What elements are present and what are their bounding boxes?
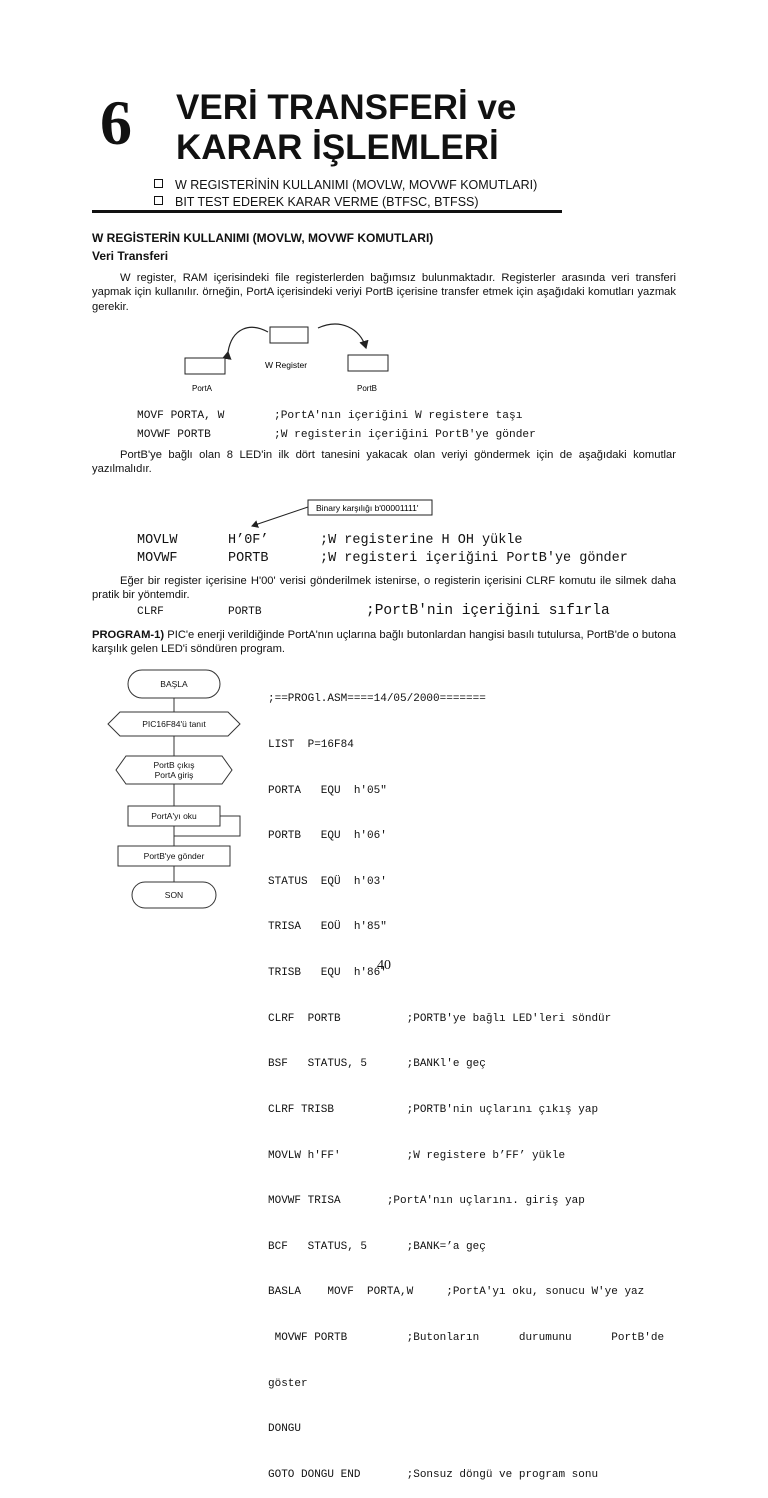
flow-portb-label: PortB çıkış	[153, 760, 195, 770]
section-heading: W REGİSTERİN KULLANIMI (MOVLW, MOVWF KOMUTLARI)	[92, 231, 434, 245]
chapter-title-line2: KARAR İŞLEMLERİ	[176, 128, 499, 167]
listing-line: MOVWF PORTB ;Butonların durumunu PortB'de	[268, 1331, 665, 1344]
chapter-title	[176, 88, 516, 168]
code-arg: PORTB	[228, 606, 262, 618]
porta-label: PortA	[192, 384, 213, 393]
listing-line: STATUS EQÜ h'03'	[268, 875, 387, 888]
listing-line: göster	[268, 1377, 308, 1390]
listing-line: PORTB EQU h'06'	[268, 830, 387, 843]
bullet-item: BIT TEST EDEREK KARAR VERME (BTFSC, BTFSS)	[154, 194, 479, 210]
flowchart	[100, 664, 250, 924]
listing-line: TRISA EOÜ h'85"	[268, 921, 387, 934]
flow-send-label: PortB'ye gönder	[143, 851, 205, 861]
listing-line: MOVLW h'FF' ;W registere b’FF’ yükle	[268, 1149, 566, 1162]
listing-line: BCF STATUS, 5 ;BANK=’a geç	[268, 1240, 486, 1253]
code-op: CLRF	[137, 606, 164, 618]
porta-box	[185, 358, 225, 374]
code-op: MOVLW	[137, 533, 178, 548]
code-line: MOVWF PORTB	[137, 429, 211, 441]
page-number: 40	[377, 958, 391, 973]
portb-label: PortB	[357, 384, 378, 393]
callout-text: Binary karşılığı b'00001111'	[316, 503, 419, 513]
listing-line: DONGU	[268, 1423, 302, 1436]
listing-line: MOVWF TRISA ;PortA'nın uçlarını. giriş yap	[268, 1195, 585, 1208]
paragraph-1: W register, RAM içerisindeki file registerlerden bağımsız bulunmaktadır. Registerler arasında veri transferi yapmak için kullanılır. örneğin, PortA içerisindeki veriyi PortB içerisine transfer etmek için aşağıdaki komutları yazmak gerekir.	[92, 272, 676, 313]
bullet-item: W REGISTERİNİN KULLANIMI (MOVLW, MOVWF KOMUTLARI)	[154, 177, 537, 193]
flow-read-label: PortA'yı oku	[151, 811, 197, 821]
code-arg: PORTB	[228, 551, 269, 566]
code-comment: ;W registerine H OH yükle	[320, 533, 523, 548]
checkbox-icon	[154, 179, 163, 188]
chapter-number: 6	[100, 87, 132, 158]
listing-line: CLRF TRISB ;PORTB'nin uçlarını çıkış yap	[268, 1103, 599, 1116]
portb-box	[348, 355, 388, 371]
flow-init-label: PIC16F84'ü tanıt	[142, 719, 206, 729]
header-rule	[92, 210, 562, 213]
code-comment: ;PortB'nin içeriğini sıfırla	[366, 603, 610, 619]
code-op: MOVWF	[137, 551, 178, 566]
listing-line: TRISB EQU h'86'	[268, 967, 387, 980]
program-description: PROGRAM-1) PIC'e enerji verildiğinde PortA'nın uçlarına bağlı butonlardan hangisi basılı tutulursa, PortB'de o butona karşılık gelen LED'i söndüren program.	[92, 629, 677, 656]
arrow-porta-to-w	[228, 327, 268, 352]
flow-end-label: SON	[164, 890, 184, 900]
paragraph-2: PortB'ye bağlı olan 8 LED'in ilk dört tanesini yakacak olan veriyi göndermek için de aşağıdaki komutlar yazılmalıdır.	[92, 449, 676, 476]
w-register-label: W Register	[265, 360, 308, 370]
listing-line: GOTO DONGU END ;Sonsuz döngü ve program sonu	[268, 1468, 599, 1481]
listing-line: CLRF PORTB ;PORTB'ye bağlı LED'leri söndür	[268, 1012, 612, 1025]
register-transfer-diagram	[170, 318, 410, 398]
section-subheading: Veri Transferi	[92, 249, 169, 263]
listing-line: BASLA MOVF PORTA,W ;PortA'yı oku, sonucu W'ye yaz	[268, 1286, 645, 1299]
flow-porta-label: PortA giriş	[154, 770, 194, 780]
code-comment: ;W registerin içeriğini PortB'ye gönder	[274, 429, 536, 441]
binary-callout	[240, 496, 440, 530]
code-line: MOVF PORTA, W	[137, 410, 225, 422]
paragraph-3: Eğer bir register içerisine H'00' verisi gönderilmek istenirse, o registerin içerisini CLRF komutu ile silmek daha pratik bir yöntemdir.	[92, 575, 676, 602]
assembly-listing	[268, 662, 664, 1498]
checkbox-icon	[154, 196, 163, 205]
listing-line: PORTA EQU h'05"	[268, 784, 387, 797]
w-register-box	[270, 327, 308, 343]
code-comment: ;PortA'nın içeriğini W registere taşı	[274, 410, 523, 422]
code-comment: ;W registeri içeriğini PortB'ye gönder	[320, 551, 628, 566]
flow-start-label: BAŞLA	[160, 679, 188, 689]
chapter-title-line1: VERİ TRANSFERİ ve	[176, 88, 517, 127]
arrow-w-to-portb	[318, 324, 366, 348]
listing-line: LIST P=16F84	[268, 739, 354, 752]
listing-line: BSF STATUS, 5 ;BANKl'e geç	[268, 1058, 486, 1071]
listing-line: ;==PROGl.ASM====14/05/2000=======	[268, 693, 486, 706]
code-arg: H’0F’	[228, 533, 269, 548]
